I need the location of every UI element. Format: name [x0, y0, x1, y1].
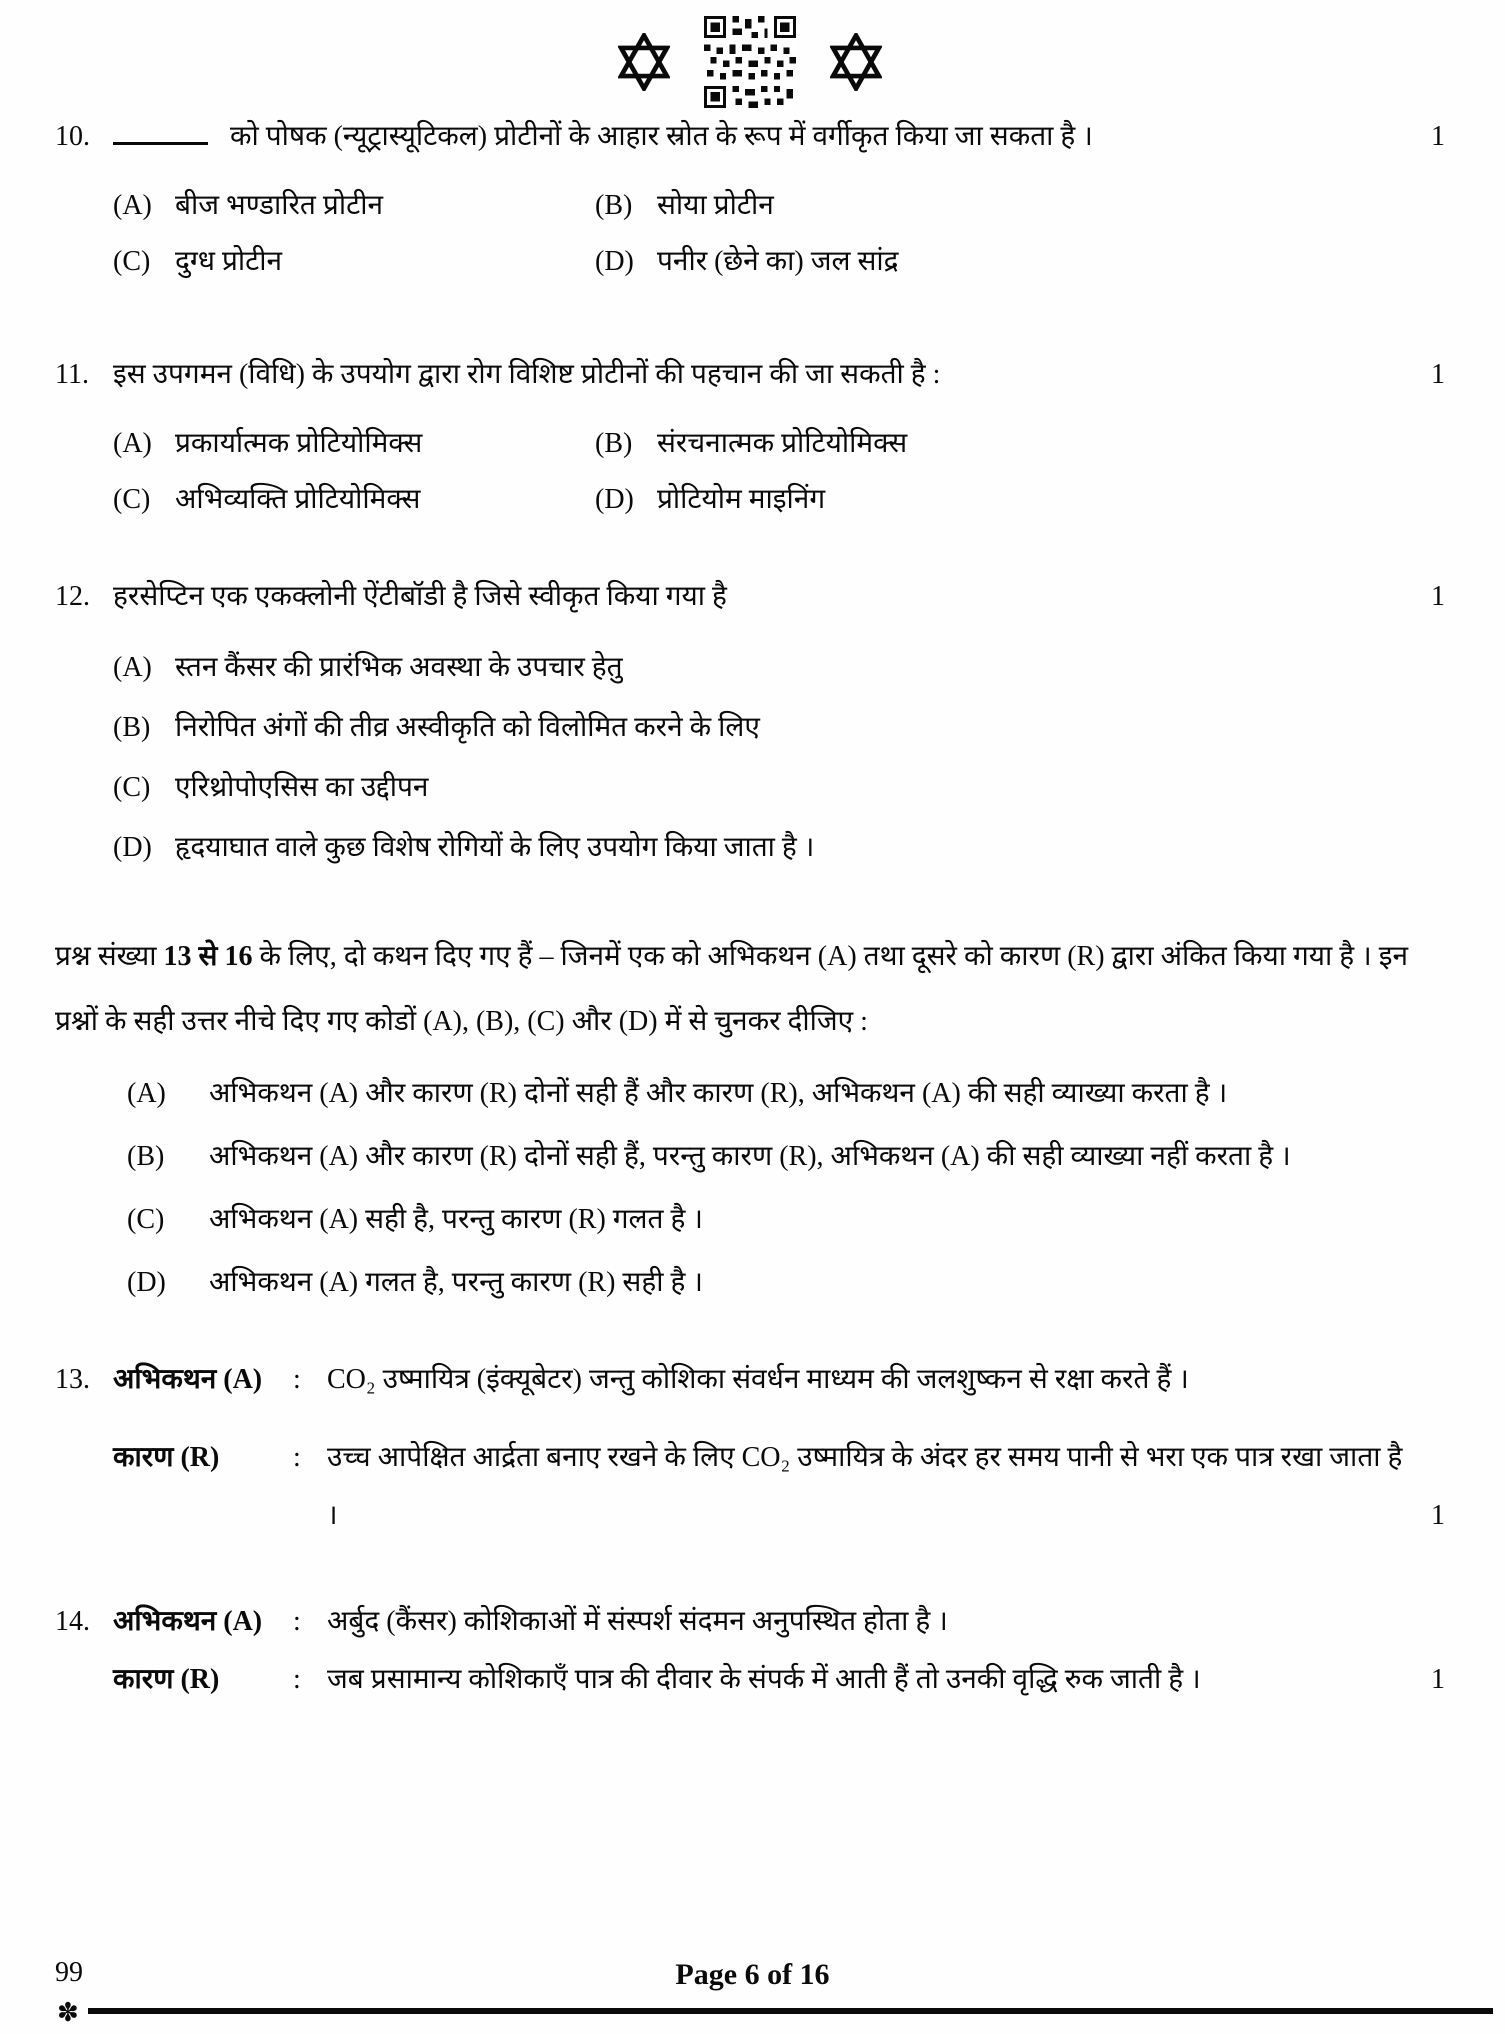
assertion-row: [113, 1351, 1405, 1409]
option-text: प्रकार्यात्मक प्रोटियोमिक्स: [175, 428, 423, 459]
option-label: (C): [113, 246, 151, 277]
option-label: (B): [595, 428, 633, 459]
option-text: अभिव्यक्ति प्रोटियोमिक्स: [175, 484, 421, 515]
option-text: प्रोटियोम माइनिंग: [657, 484, 826, 515]
reason-label: कारण (R): [113, 1442, 220, 1473]
question-number: 12.: [55, 581, 90, 612]
code-b: [127, 1127, 1445, 1187]
option-b: [595, 178, 1405, 234]
option-d: [595, 234, 1405, 290]
options-grid: [113, 178, 1405, 290]
option-label: (C): [113, 484, 151, 515]
option-text: निरोपित अंगों की तीव्र अस्वीकृति को विलोमित करने के लिए: [175, 712, 760, 743]
code-text: अभिकथन (A) और कारण (R) दोनों सही हैं और कारण (R), अभिकथन (A) की सही व्याख्या करता है ।: [209, 1078, 1228, 1109]
question-10: [55, 108, 1445, 290]
reason-label: कारण (R): [113, 1664, 220, 1695]
option-d: [595, 472, 1405, 528]
option-b: [113, 698, 1405, 758]
options-grid: [113, 416, 1405, 528]
code-label: (D): [127, 1267, 166, 1298]
code-a: [127, 1064, 1445, 1124]
question-number: 14.: [55, 1606, 90, 1637]
question-number: 11.: [55, 359, 89, 390]
colon-separator: :: [293, 1442, 301, 1473]
marks-value: 1: [1431, 581, 1445, 612]
blank-underline: [113, 112, 208, 145]
question-12: [55, 568, 1445, 878]
assertion-reason-instructions: [55, 924, 1445, 1054]
option-text: बीज भण्डारित प्रोटीन: [175, 190, 383, 221]
code-c: [127, 1190, 1445, 1250]
option-label: (D): [595, 246, 634, 277]
code-d: [127, 1253, 1445, 1313]
question-text: इस उपगमन (विधि) के उपयोग द्वारा रोग विशिष्ट प्रोटीनों की पहचान की जा सकती है :: [113, 359, 941, 390]
option-label: (A): [113, 428, 152, 459]
colon-separator: :: [293, 1664, 301, 1695]
option-text: हृदयाघात वाले कुछ विशेष रोगियों के लिए उपयोग किया जाता है ।: [175, 832, 815, 863]
option-label: (D): [595, 484, 634, 515]
option-text: सोया प्रोटीन: [657, 190, 774, 221]
colon-separator: :: [293, 1364, 301, 1395]
option-text: पनीर (छेने का) जल सांद्र: [657, 246, 899, 277]
option-text: दुग्ध प्रोटीन: [175, 246, 283, 277]
option-text: एरिथ्रोपोएसिस का उद्दीपन: [175, 772, 429, 803]
marks-value: 1: [1431, 121, 1445, 152]
options-list: [113, 638, 1405, 878]
option-text: संरचनात्मक प्रोटियोमिक्स: [657, 428, 908, 459]
option-a: [113, 638, 1405, 698]
option-b: [595, 416, 1405, 472]
code-text: अभिकथन (A) और कारण (R) दोनों सही हैं, परन्तु कारण (R), अभिकथन (A) की सही व्याख्या नहीं करता है ।: [209, 1141, 1291, 1172]
question-number: 10.: [55, 121, 90, 152]
option-label: (B): [595, 190, 633, 221]
question-text-content: को पोषक (न्यूट्रास्यूटिकल) प्रोटीनों के आहार स्रोत के रूप में वर्गीकृत किया जा सकता है ।: [230, 121, 1093, 152]
option-label: (A): [113, 652, 152, 683]
code-text: अभिकथन (A) सही है, परन्तु कारण (R) गलत है ।: [209, 1204, 703, 1235]
assertion-text: अर्बुद (कैंसर) कोशिकाओं में संस्पर्श संदमन अनुपस्थित होता है ।: [327, 1606, 948, 1637]
option-text: स्तन कैंसर की प्रारंभिक अवस्था के उपचार हेतु: [175, 652, 623, 683]
option-c: [113, 758, 1405, 818]
code-label: (A): [127, 1078, 166, 1109]
question-11: [55, 346, 1445, 528]
assertion-row: [113, 1593, 1405, 1651]
option-c: [113, 234, 595, 290]
paper-code: 99: [55, 1957, 83, 1988]
option-c: [113, 472, 595, 528]
question-13: [55, 1351, 1445, 1545]
question-number: 13.: [55, 1364, 90, 1395]
marks-value: 1: [1431, 1664, 1445, 1695]
star-of-david-icon: [618, 33, 670, 91]
answer-codes-list: [55, 1064, 1445, 1313]
code-label: (C): [127, 1204, 165, 1235]
code-text: अभिकथन (A) गलत है, परन्तु कारण (R) सही है ।: [209, 1267, 703, 1298]
page-number: Page 6 of 16: [675, 1958, 830, 1991]
instructions-prefix: प्रश्न संख्या: [55, 941, 164, 972]
code-label: (B): [127, 1141, 165, 1172]
question-text: [113, 108, 1405, 166]
assertion-text: CO₂ उष्मायित्र (इंक्यूबेटर) जन्तु कोशिका संवर्धन माध्यम की जलशुष्कन से रक्षा करते हैं ।: [327, 1364, 1189, 1395]
option-a: [113, 416, 595, 472]
assertion-label: अभिकथन (A): [113, 1606, 263, 1637]
bottom-rule: [88, 2008, 1493, 2014]
marks-value: 1: [1431, 1500, 1445, 1531]
star-of-david-icon: [830, 33, 882, 91]
reason-row: [113, 1651, 1405, 1709]
option-label: (A): [113, 190, 152, 221]
qr-code: [704, 16, 796, 108]
question-14: [55, 1593, 1445, 1709]
page-header: [55, 0, 1445, 100]
instructions-body: के लिए, दो कथन दिए गए हैं – जिनमें एक को अभिकथन (A) तथा दूसरे को कारण (R) द्वारा अंकित किया गया है । इन प्रश्नों के सही उत्तर नीचे दिए गए कोडों (A), (B), (C) और (D) में से चुनकर दीजिए :: [55, 941, 1408, 1037]
option-label: (C): [113, 772, 151, 803]
reason-text: जब प्रसामान्य कोशिकाएँ पात्र की दीवार के संपर्क में आती हैं तो उनकी वृद्धि रुक जाती है ।: [327, 1664, 1201, 1695]
instructions-question-range: 13 से 16: [163, 941, 253, 972]
reason-row: [113, 1429, 1405, 1545]
colon-separator: :: [293, 1606, 301, 1637]
option-label: (D): [113, 832, 152, 863]
flower-ornament-icon: ✽: [57, 1998, 79, 2028]
option-d: [113, 818, 1405, 878]
reason-text: उच्च आपेक्षित आर्द्रता बनाए रखने के लिए CO₂ उष्मायित्र के अंदर हर समय पानी से भरा एक पात्र रखा जाता है ।: [327, 1442, 1403, 1531]
option-a: [113, 178, 595, 234]
assertion-label: अभिकथन (A): [113, 1364, 263, 1395]
option-label: (B): [113, 712, 151, 743]
marks-value: 1: [1431, 359, 1445, 390]
question-text: हरसेप्टिन एक एकक्लोनी ऐंटीबॉडी है जिसे स्वीकृत किया गया है: [113, 581, 727, 612]
